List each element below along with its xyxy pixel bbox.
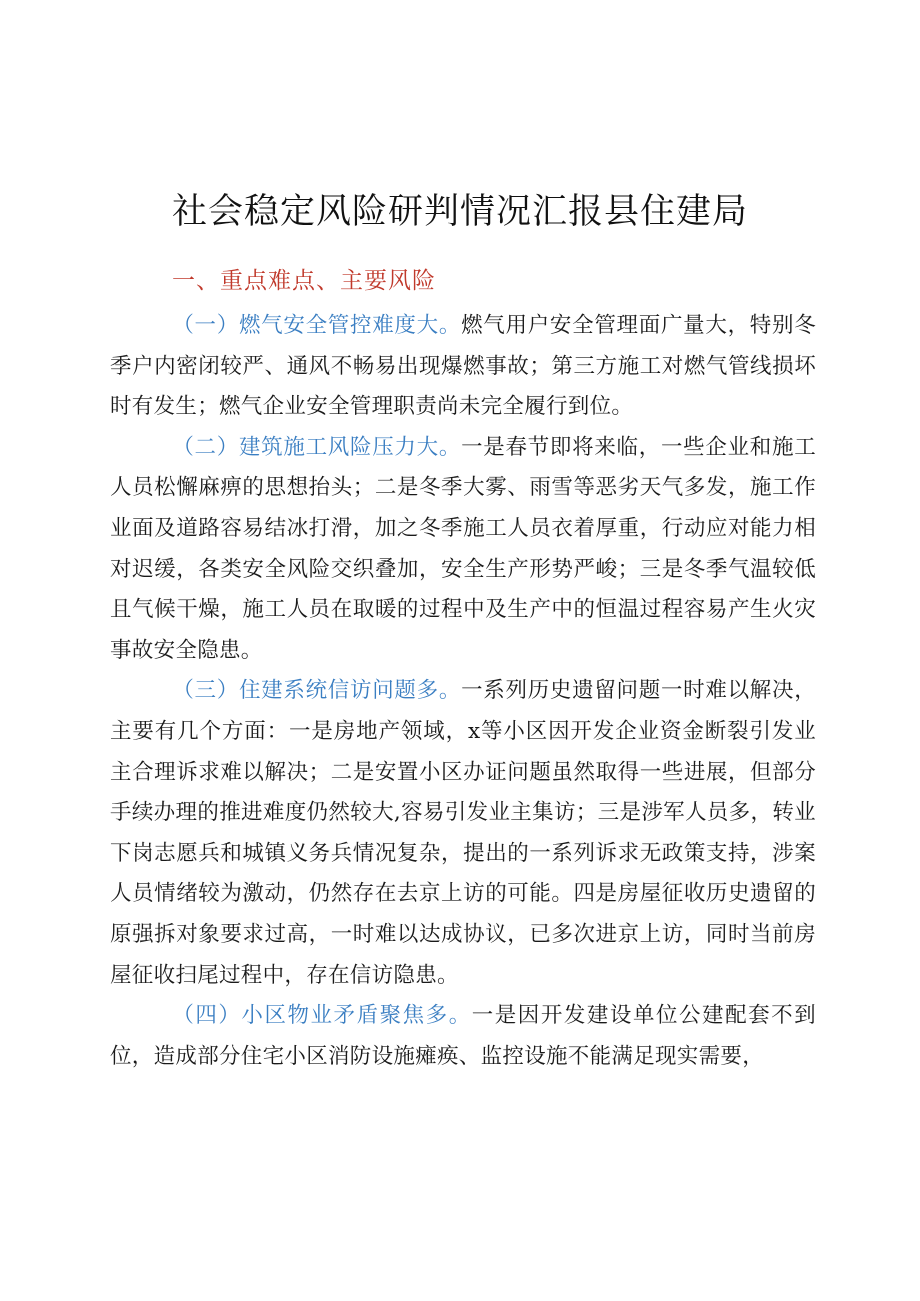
paragraph-2-heading: （二）建筑施工风险压力大。 xyxy=(172,434,462,460)
paragraph-1-text: 燃气用户安全管理面广量大，特别冬季户内密闭较严、通风不畅易出现爆燃事故；第三方施工对燃气管线损坏时有发生；燃气企业安全管理职责尚未完全履行到位。 xyxy=(110,313,816,420)
paragraph-2 xyxy=(110,428,816,672)
paragraph-2-text: 一是春节即将来临，一些企业和施工人员松懈麻痹的思想抬头；二是冬季大雾、雨雪等恶劣天气多发，施工作业面及道路容易结冰打滑，加之冬季施工人员衣着厚重，行动应对能力相对迟缓，各类安全风险交织叠加，安全生产形势严峻；三是冬季气温较低且气候干燥，施工人员在取暖的过程中及生产中的恒温过程容易产生火灾事故安全隐患。 xyxy=(110,434,816,663)
document-title: 社会稳定风险研判情况汇报县住建局 xyxy=(171,192,748,232)
paragraph-3-text: 一系列历史遗留问题一时难以解决，主要有几个方面：一是房地产领域，x等小区因开发企业资金断裂引发业主合理诉求难以解决；二是安置小区办证问题虽然取得一些进展，但部分手续办理的推进难度仍然较大,容易引发业主集访；三是涉军人员多，转业下岗志愿兵和城镇义务兵情况复杂，提出的一系列诉求无政策支持，涉案人员情绪较为激动，仍然存在去京上访的可能。四是房屋征收历史遗留的原强拆对象要求过高，一时难以达成协议，已多次进京上访，同时当前房屋征收扫尾过程中，存在信访隐患。 xyxy=(110,678,816,988)
paragraph-1-heading: （一）燃气安全管控难度大。 xyxy=(172,313,462,338)
document-body xyxy=(110,306,816,1077)
paragraph-1 xyxy=(110,306,816,428)
paragraph-3 xyxy=(110,671,816,996)
paragraph-4 xyxy=(110,996,816,1077)
paragraph-3-heading: （三）住建系统信访问题多。 xyxy=(172,678,462,704)
section-heading: 一、重点难点、主要风险 xyxy=(172,268,436,294)
paragraph-4-heading: （四）小区物业矛盾聚焦多。 xyxy=(172,1003,472,1029)
paragraph-4-text: 一是因开发建设单位公建配套不到位，造成部分住宅小区消防设施瘫痪、监控设施不能满足现实需要， xyxy=(110,1003,816,1069)
